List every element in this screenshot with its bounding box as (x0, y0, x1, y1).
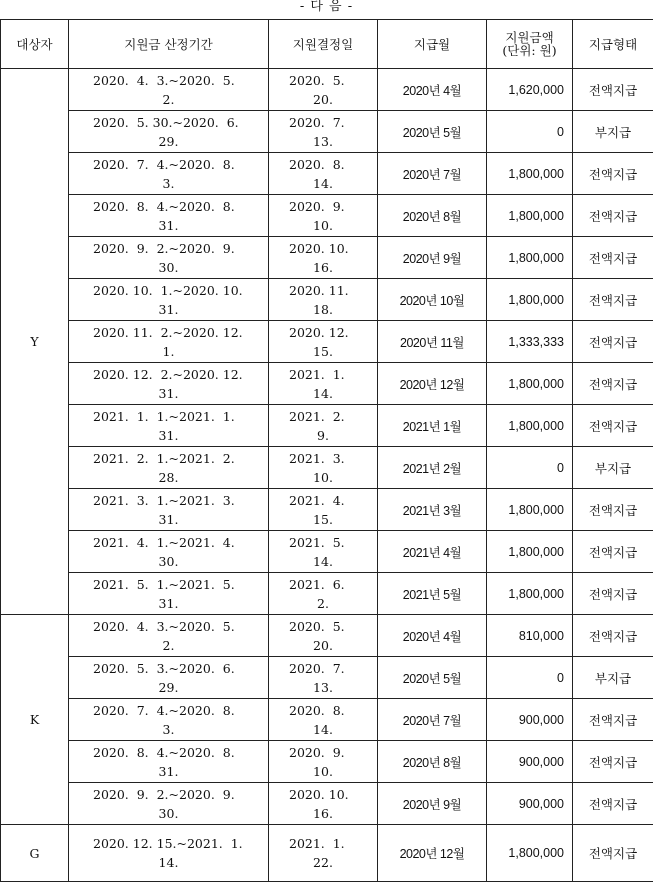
period-start-text: 2021. 5. 1.~2021. 5. (69, 575, 268, 594)
period-start-text: 2020. 9. 2.~2020. 9. (69, 239, 268, 258)
amount-cell: 1,620,000 (487, 69, 573, 111)
pay-type-cell: 전액지급 (573, 825, 653, 882)
period-end-text: 1. (69, 342, 268, 361)
decision-date-text: 2020. 7. (269, 659, 377, 678)
period-end-text: 30. (69, 552, 268, 571)
table-row (1, 741, 653, 783)
period-start-text: 2020. 12. 2.~2020. 12. (69, 365, 268, 384)
period-cell (69, 573, 269, 615)
header-period: 지원금 산정기간 (69, 20, 269, 69)
amount-cell: 900,000 (487, 783, 573, 825)
period-start-text: 2020. 5. 3.~2020. 6. (69, 659, 268, 678)
period-start-text: 2020. 11. 2.~2020. 12. (69, 323, 268, 342)
decision-day-text: 22. (269, 853, 377, 872)
header-subject: 대상자 (1, 20, 69, 69)
pay-month-cell: 2020년 4월 (378, 615, 487, 657)
period-cell (69, 489, 269, 531)
decision-date-text: 2021. 1. (269, 365, 377, 384)
subject-cell: G (1, 825, 69, 882)
table-row (1, 111, 653, 153)
pay-type-cell: 전액지급 (573, 69, 653, 111)
period-start-text: 2021. 2. 1.~2021. 2. (69, 449, 268, 468)
table-row (1, 615, 653, 657)
decision-day-text: 10. (269, 216, 377, 235)
decision-date-cell (269, 237, 378, 279)
decision-date-cell (269, 405, 378, 447)
decision-date-text: 2020. 10. (269, 785, 377, 804)
period-cell (69, 279, 269, 321)
pay-month-cell: 2020년 12월 (378, 825, 487, 882)
pay-month-cell: 2020년 11월 (378, 321, 487, 363)
period-end-text: 31. (69, 510, 268, 529)
amount-cell: 1,800,000 (487, 405, 573, 447)
table-row (1, 363, 653, 405)
decision-date-cell (269, 573, 378, 615)
table-row (1, 573, 653, 615)
decision-date-text: 2020. 9. (269, 743, 377, 762)
pay-month-cell: 2020년 5월 (378, 657, 487, 699)
decision-date-cell (269, 783, 378, 825)
amount-cell: 1,800,000 (487, 531, 573, 573)
pay-month-cell: 2020년 7월 (378, 699, 487, 741)
period-cell (69, 615, 269, 657)
period-end-text: 2. (69, 90, 268, 109)
period-start-text: 2020. 9. 2.~2020. 9. (69, 785, 268, 804)
pay-type-cell: 전액지급 (573, 405, 653, 447)
amount-cell: 1,800,000 (487, 279, 573, 321)
amount-cell: 1,800,000 (487, 195, 573, 237)
amount-cell: 1,800,000 (487, 153, 573, 195)
table-row (1, 279, 653, 321)
decision-day-text: 10. (269, 762, 377, 781)
pay-type-cell: 전액지급 (573, 195, 653, 237)
period-start-text: 2020. 7. 4.~2020. 8. (69, 701, 268, 720)
subject-cell: Y (1, 69, 69, 615)
period-start-text: 2020. 10. 1.~2020. 10. (69, 281, 268, 300)
table-row (1, 405, 653, 447)
pay-type-cell: 전액지급 (573, 279, 653, 321)
decision-day-text: 13. (269, 678, 377, 697)
pay-month-cell: 2020년 8월 (378, 741, 487, 783)
table-row (1, 531, 653, 573)
header-amount (487, 20, 573, 69)
decision-date-cell (269, 153, 378, 195)
decision-day-text: 14. (269, 552, 377, 571)
pay-type-cell: 부지급 (573, 657, 653, 699)
amount-cell: 0 (487, 111, 573, 153)
period-start-text: 2020. 12. 15.~2021. 1. (69, 834, 268, 853)
table-row (1, 321, 653, 363)
pay-type-cell: 전액지급 (573, 489, 653, 531)
decision-day-text: 9. (269, 426, 377, 445)
period-cell (69, 153, 269, 195)
table-row (1, 699, 653, 741)
decision-date-text: 2020. 7. (269, 113, 377, 132)
decision-date-text: 2020. 5. (269, 617, 377, 636)
document-heading: - 다 음 - (0, 0, 653, 20)
header-amount-unit: (단위: 원) (502, 43, 556, 58)
period-cell (69, 69, 269, 111)
decision-date-text: 2020. 10. (269, 239, 377, 258)
pay-month-cell: 2020년 12월 (378, 363, 487, 405)
period-cell (69, 699, 269, 741)
period-cell (69, 783, 269, 825)
header-pay-type: 지급형태 (573, 20, 653, 69)
pay-month-cell: 2021년 5월 (378, 573, 487, 615)
amount-cell: 900,000 (487, 699, 573, 741)
pay-month-cell: 2020년 9월 (378, 237, 487, 279)
period-end-text: 31. (69, 762, 268, 781)
period-end-text: 14. (69, 853, 268, 872)
decision-date-cell (269, 111, 378, 153)
decision-day-text: 15. (269, 510, 377, 529)
pay-month-cell: 2021년 3월 (378, 489, 487, 531)
decision-date-text: 2021. 3. (269, 449, 377, 468)
table-row (1, 489, 653, 531)
pay-type-cell: 전액지급 (573, 741, 653, 783)
table-row (1, 657, 653, 699)
decision-day-text: 14. (269, 720, 377, 739)
period-cell (69, 237, 269, 279)
decision-date-text: 2020. 9. (269, 197, 377, 216)
decision-date-text: 2021. 5. (269, 533, 377, 552)
period-start-text: 2020. 8. 4.~2020. 8. (69, 197, 268, 216)
decision-date-cell (269, 195, 378, 237)
pay-month-cell: 2020년 9월 (378, 783, 487, 825)
amount-cell: 1,800,000 (487, 363, 573, 405)
decision-day-text: 2. (269, 594, 377, 613)
period-cell (69, 657, 269, 699)
decision-day-text: 20. (269, 636, 377, 655)
period-end-text: 30. (69, 804, 268, 823)
decision-day-text: 14. (269, 174, 377, 193)
decision-date-text: 2020. 12. (269, 323, 377, 342)
pay-type-cell: 전액지급 (573, 699, 653, 741)
amount-cell: 1,800,000 (487, 489, 573, 531)
pay-month-cell: 2020년 5월 (378, 111, 487, 153)
period-start-text: 2020. 4. 3.~2020. 5. (69, 71, 268, 90)
pay-type-cell: 전액지급 (573, 573, 653, 615)
table-row (1, 69, 653, 111)
period-end-text: 3. (69, 720, 268, 739)
pay-month-cell: 2021년 1월 (378, 405, 487, 447)
decision-day-text: 13. (269, 132, 377, 151)
decision-day-text: 16. (269, 258, 377, 277)
period-cell (69, 405, 269, 447)
period-end-text: 29. (69, 678, 268, 697)
decision-day-text: 16. (269, 804, 377, 823)
amount-cell: 0 (487, 657, 573, 699)
amount-cell: 810,000 (487, 615, 573, 657)
decision-day-text: 18. (269, 300, 377, 319)
pay-month-cell: 2020년 4월 (378, 69, 487, 111)
decision-date-cell (269, 279, 378, 321)
decision-date-cell (269, 531, 378, 573)
period-end-text: 31. (69, 594, 268, 613)
decision-date-cell (269, 615, 378, 657)
header-pay-month: 지급월 (378, 20, 487, 69)
pay-type-cell: 전액지급 (573, 153, 653, 195)
period-start-text: 2020. 5. 30.~2020. 6. (69, 113, 268, 132)
pay-type-cell: 전액지급 (573, 363, 653, 405)
table-header-row (1, 20, 653, 69)
support-payment-table (0, 19, 653, 882)
period-end-text: 31. (69, 426, 268, 445)
period-end-text: 29. (69, 132, 268, 151)
decision-date-text: 2021. 1. (269, 834, 377, 853)
header-decision-date: 지원결정일 (269, 20, 378, 69)
decision-date-text: 2021. 4. (269, 491, 377, 510)
amount-cell: 1,333,333 (487, 321, 573, 363)
pay-type-cell: 전액지급 (573, 531, 653, 573)
pay-type-cell: 전액지급 (573, 237, 653, 279)
amount-cell: 0 (487, 447, 573, 489)
period-start-text: 2020. 4. 3.~2020. 5. (69, 617, 268, 636)
decision-day-text: 10. (269, 468, 377, 487)
period-end-text: 3. (69, 174, 268, 193)
period-end-text: 30. (69, 258, 268, 277)
decision-date-cell (269, 699, 378, 741)
decision-date-cell (269, 741, 378, 783)
decision-date-cell (269, 69, 378, 111)
decision-date-text: 2020. 11. (269, 281, 377, 300)
decision-day-text: 15. (269, 342, 377, 361)
table-row (1, 783, 653, 825)
subject-cell: K (1, 615, 69, 825)
decision-date-cell (269, 363, 378, 405)
table-body (1, 69, 653, 882)
period-end-text: 31. (69, 384, 268, 403)
table-row (1, 447, 653, 489)
period-cell (69, 321, 269, 363)
period-start-text: 2021. 1. 1.~2021. 1. (69, 407, 268, 426)
period-cell (69, 111, 269, 153)
period-cell (69, 531, 269, 573)
decision-date-cell (269, 657, 378, 699)
period-cell (69, 741, 269, 783)
period-start-text: 2021. 4. 1.~2021. 4. (69, 533, 268, 552)
period-end-text: 2. (69, 636, 268, 655)
pay-type-cell: 전액지급 (573, 321, 653, 363)
period-end-text: 31. (69, 300, 268, 319)
pay-type-cell: 부지급 (573, 111, 653, 153)
pay-month-cell: 2020년 10월 (378, 279, 487, 321)
decision-date-text: 2020. 5. (269, 71, 377, 90)
table-row (1, 195, 653, 237)
period-cell (69, 363, 269, 405)
decision-day-text: 20. (269, 90, 377, 109)
amount-cell: 1,800,000 (487, 237, 573, 279)
amount-cell: 1,800,000 (487, 573, 573, 615)
pay-type-cell: 부지급 (573, 447, 653, 489)
pay-month-cell: 2020년 8월 (378, 195, 487, 237)
pay-month-cell: 2020년 7월 (378, 153, 487, 195)
amount-cell: 900,000 (487, 741, 573, 783)
table-row (1, 153, 653, 195)
period-start-text: 2021. 3. 1.~2021. 3. (69, 491, 268, 510)
decision-date-text: 2021. 2. (269, 407, 377, 426)
period-cell (69, 447, 269, 489)
decision-date-cell (269, 321, 378, 363)
table-row (1, 237, 653, 279)
header-amount-label: 지원금액 (505, 30, 553, 45)
decision-date-text: 2020. 8. (269, 701, 377, 720)
period-cell (69, 195, 269, 237)
decision-date-text: 2021. 6. (269, 575, 377, 594)
period-end-text: 31. (69, 216, 268, 235)
pay-month-cell: 2021년 2월 (378, 447, 487, 489)
pay-month-cell: 2021년 4월 (378, 531, 487, 573)
period-start-text: 2020. 7. 4.~2020. 8. (69, 155, 268, 174)
decision-date-cell (269, 489, 378, 531)
amount-cell: 1,800,000 (487, 825, 573, 882)
period-start-text: 2020. 8. 4.~2020. 8. (69, 743, 268, 762)
decision-date-cell (269, 447, 378, 489)
decision-date-text: 2020. 8. (269, 155, 377, 174)
decision-day-text: 14. (269, 384, 377, 403)
period-end-text: 28. (69, 468, 268, 487)
pay-type-cell: 전액지급 (573, 783, 653, 825)
pay-type-cell: 전액지급 (573, 615, 653, 657)
